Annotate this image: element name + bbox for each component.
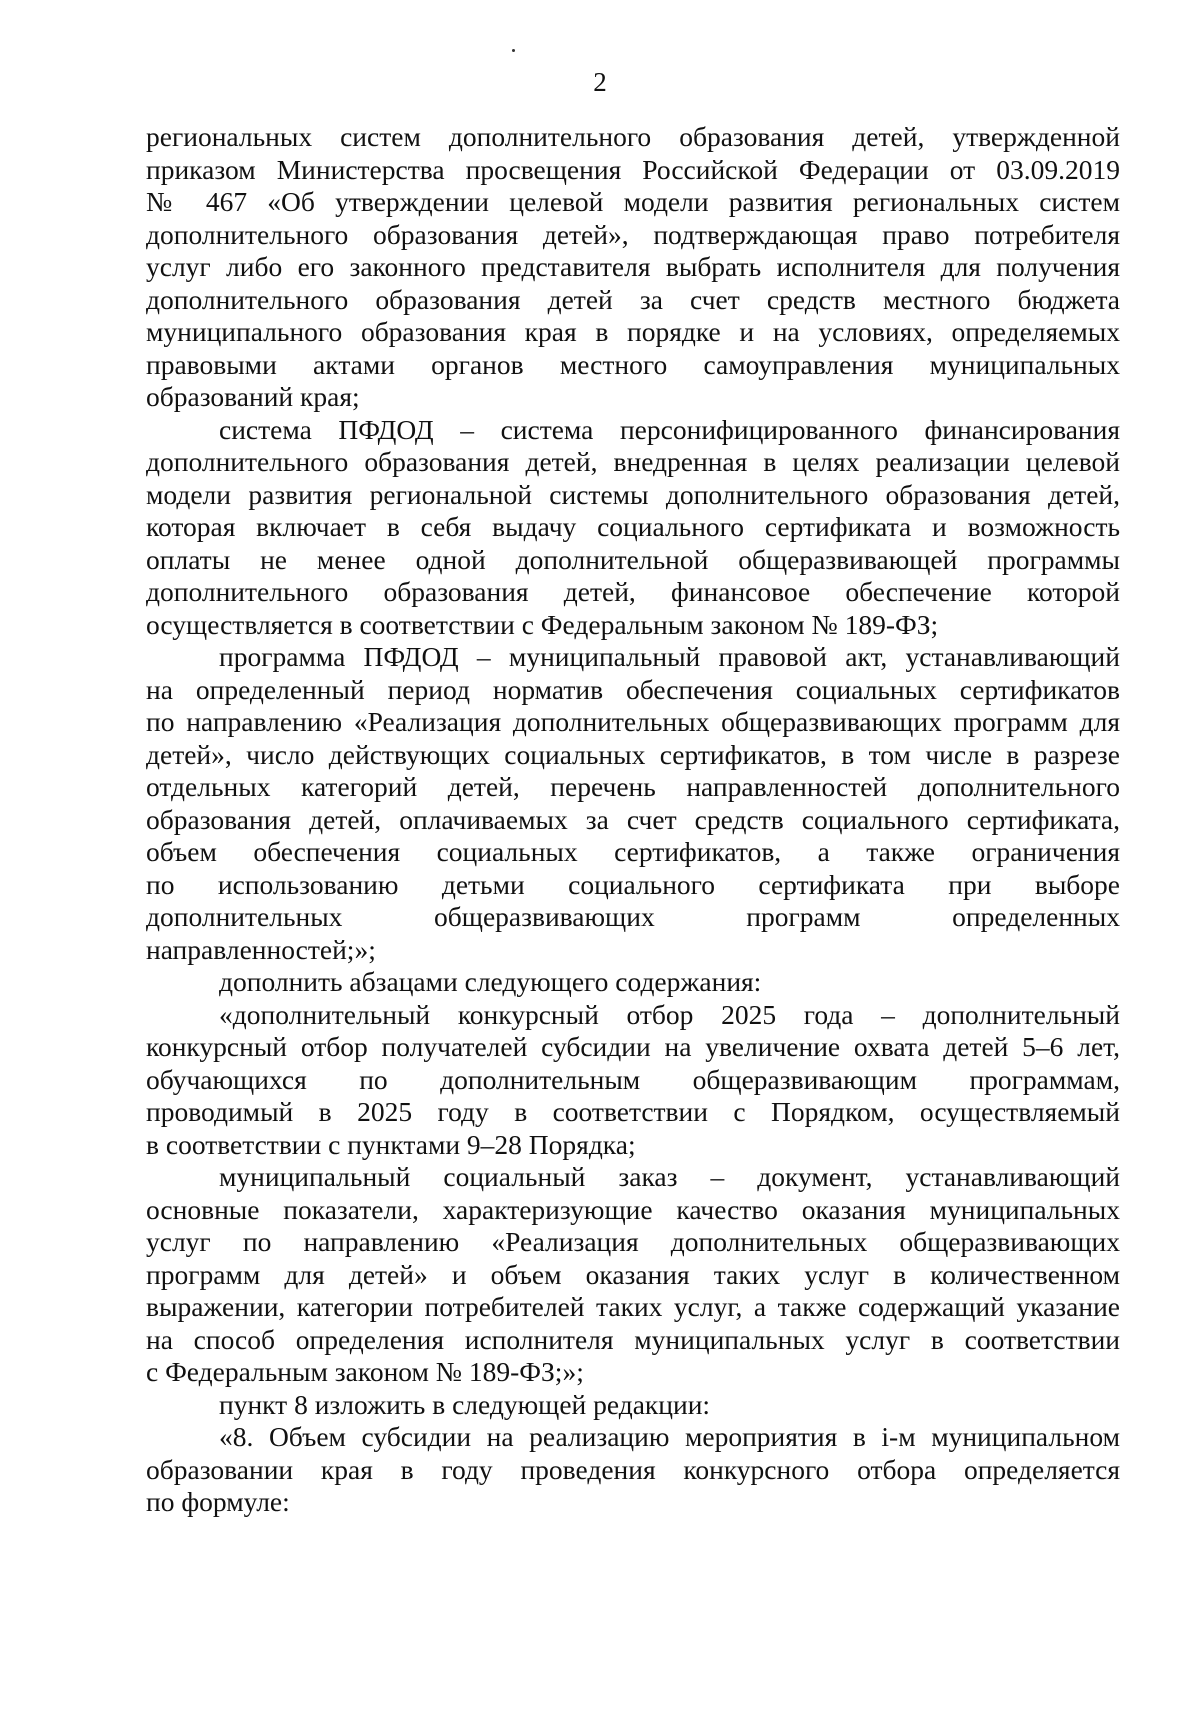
document-body (146, 121, 1120, 1519)
text-line: дополнительного образования детей», подтверждающая право потребителя (146, 218, 1120, 250)
text-line: «дополнительный конкурсный отбор 2025 года – дополнительный (219, 998, 1120, 1030)
text-line: образования детей, оплачиваемых за счет средств социального сертификата, (146, 803, 1120, 835)
text-line: по направлению «Реализация дополнительных общеразвивающих программ для (146, 706, 1120, 737)
text-line: направленностей;»; (146, 933, 376, 965)
text-line: осуществляется в соответствии с Федеральным законом № 189-ФЗ; (146, 608, 939, 640)
text-line: услуг либо его законного представителя выбрать исполнителя для получения (146, 251, 1120, 282)
text-line: с Федеральным законом № 189-ФЗ;»; (146, 1356, 584, 1387)
text-line: «8. Объем субсидии на реализацию мероприятия в i-м муниципальном (219, 1421, 1120, 1452)
text-line: отдельных категорий детей, перечень направленностей дополнительного (146, 771, 1120, 802)
text-line: основные показатели, характеризующие качество оказания муниципальных (146, 1193, 1120, 1225)
text-line: пункт 8 изложить в следующей редакции: (219, 1388, 711, 1420)
text-line: в соответствии с пунктами 9–28 Порядка; (146, 1128, 636, 1160)
text-line: услуг по направлению «Реализация дополнительных общеразвивающих (146, 1226, 1120, 1257)
text-line: дополнительного образования детей, внедренная в целях реализации целевой (146, 446, 1120, 477)
text-line: правовыми актами органов местного самоуправления муниципальных (146, 348, 1120, 380)
text-line: программа ПФДОД – муниципальный правовой акт, устанавливающий (219, 641, 1120, 672)
text-line: дополнительного образования детей за счет средств местного бюджета (146, 283, 1120, 315)
text-line: дополнительных общеразвивающих программ определенных (146, 901, 1120, 932)
text-line: конкурсный отбор получателей субсидии на увеличение охвата детей 5–6 лет, (146, 1031, 1120, 1062)
page-number: 2 (593, 67, 607, 97)
text-line: дополнить абзацами следующего содержания: (219, 966, 762, 997)
text-line: система ПФДОД – система персонифицированного финансирования (219, 413, 1120, 445)
text-line: образовании края в году проведения конкурсного отбора определяется (146, 1453, 1120, 1485)
text-line: проводимый в 2025 году в соответствии с Порядком, осуществляемый (146, 1096, 1120, 1127)
text-line: образований края; (146, 381, 360, 412)
text-line: по формуле: (146, 1486, 290, 1517)
text-line: дополнительного образования детей, финансовое обеспечение которой (146, 576, 1120, 607)
text-line: модели развития региональной системы дополнительного образования детей, (146, 478, 1120, 510)
text-line: которая включает в себя выдачу социального сертификата и возможность (146, 511, 1120, 542)
text-line: муниципальный социальный заказ – документ, устанавливающий (219, 1161, 1120, 1192)
text-line: детей», число действующих социальных сертификатов, в том числе в разрезе (146, 738, 1120, 770)
text-line: региональных систем дополнительного образования детей, утвержденной (146, 121, 1120, 152)
text-line: выражении, категории потребителей таких услуг, а также содержащий указание (146, 1291, 1120, 1322)
text-line: приказом Министерства просвещения Российской Федерации от 03.09.2019 (146, 153, 1120, 185)
text-line: объем обеспечения социальных сертификатов, а также ограничения (146, 836, 1120, 867)
text-line: на способ определения исполнителя муниципальных услуг в соответствии (146, 1323, 1120, 1355)
text-line: на определенный период норматив обеспечения социальных сертификатов (146, 673, 1120, 705)
text-line: № 467 «Об утверждении целевой модели развития региональных систем (146, 186, 1120, 217)
scan-speck (512, 49, 515, 52)
text-line: программ для детей» и объем оказания таких услуг в количественном (146, 1258, 1120, 1290)
text-line: муниципального образования края в порядке и на условиях, определяемых (146, 316, 1120, 347)
text-line: по использованию детьми социального сертификата при выборе (146, 868, 1120, 900)
text-line: оплаты не менее одной дополнительной общеразвивающей программы (146, 543, 1120, 575)
text-line: обучающихся по дополнительным общеразвивающим программам, (146, 1063, 1120, 1095)
